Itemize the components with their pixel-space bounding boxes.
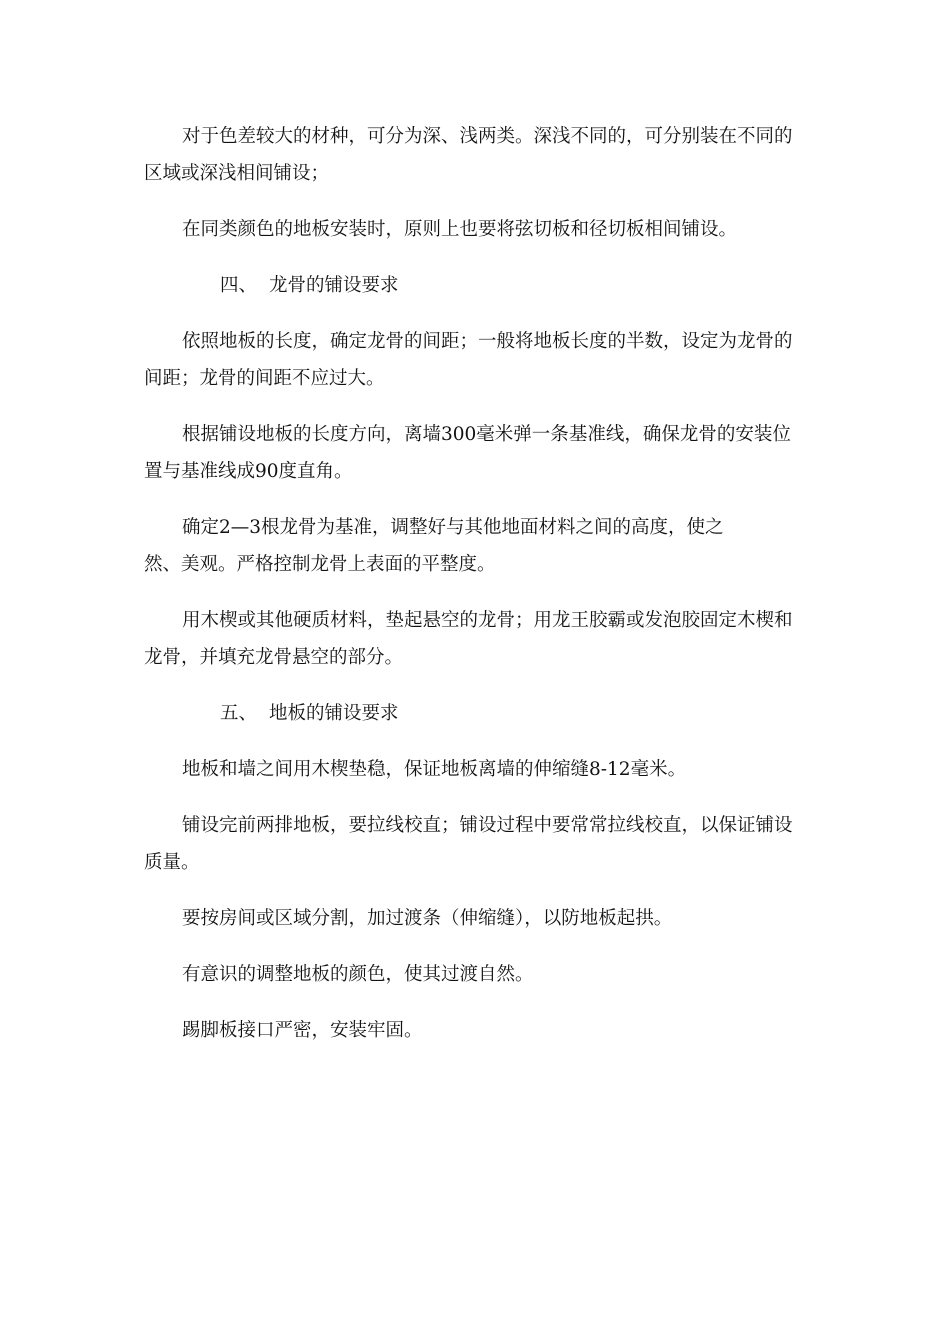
paragraph-joist-reference-line2: 然、美观。严格控制龙骨上表面的平整度。	[144, 554, 496, 575]
paragraph-expansion-gap: 地板和墙之间用木楔垫稳，保证地板离墙的伸缩缝8-12毫米。	[182, 759, 687, 780]
section-heading-4	[144, 267, 796, 304]
paragraph-color-adjust: 有意识的调整地板的颜色，使其过渡自然。	[182, 964, 534, 985]
section-number-4: 四、	[220, 275, 258, 296]
section-title-4: 龙骨的铺设要求	[269, 275, 399, 296]
paragraph-color-difference: 对于色差较大的材种，可分为深、浅两类。深浅不同的，可分别装在不同的区域或深浅相间铺设；	[144, 126, 793, 184]
section-title-5: 地板的铺设要求	[269, 703, 399, 724]
paragraph-alignment: 铺设完前两排地板，要拉线校直；铺设过程中要常常拉线校直，以保证铺设质量。	[144, 815, 793, 873]
paragraph-skirting: 踢脚板接口严密，安装牢固。	[182, 1020, 423, 1041]
paragraph-baseline: 根据铺设地板的长度方向，离墙300毫米弹一条基准线，确保龙骨的安装位置与基准线成90度直角。	[144, 424, 791, 482]
section-number-5: 五、	[220, 703, 258, 724]
paragraph-same-color: 在同类颜色的地板安装时，原则上也要将弦切板和径切板相间铺设。	[182, 219, 738, 240]
paragraph-wedge: 用木楔或其他硬质材料，垫起悬空的龙骨；用龙王胶霸或发泡胶固定木楔和龙骨，并填充龙骨悬空的部分。	[144, 610, 793, 668]
paragraph-joist-reference-line1: 确定2—3根龙骨为基准，调整好与其他地面材料之间的高度，使之	[182, 517, 724, 538]
paragraph-transition-strip: 要按房间或区域分割，加过渡条（伸缩缝），以防地板起拱。	[182, 908, 673, 929]
paragraph-joist-reference	[144, 509, 796, 583]
document-body	[144, 118, 796, 1068]
paragraph-joist-spacing: 依照地板的长度，确定龙骨的间距；一般将地板长度的半数，设定为龙骨的间距；龙骨的间距不应过大。	[144, 331, 793, 389]
section-heading-5	[144, 695, 796, 732]
